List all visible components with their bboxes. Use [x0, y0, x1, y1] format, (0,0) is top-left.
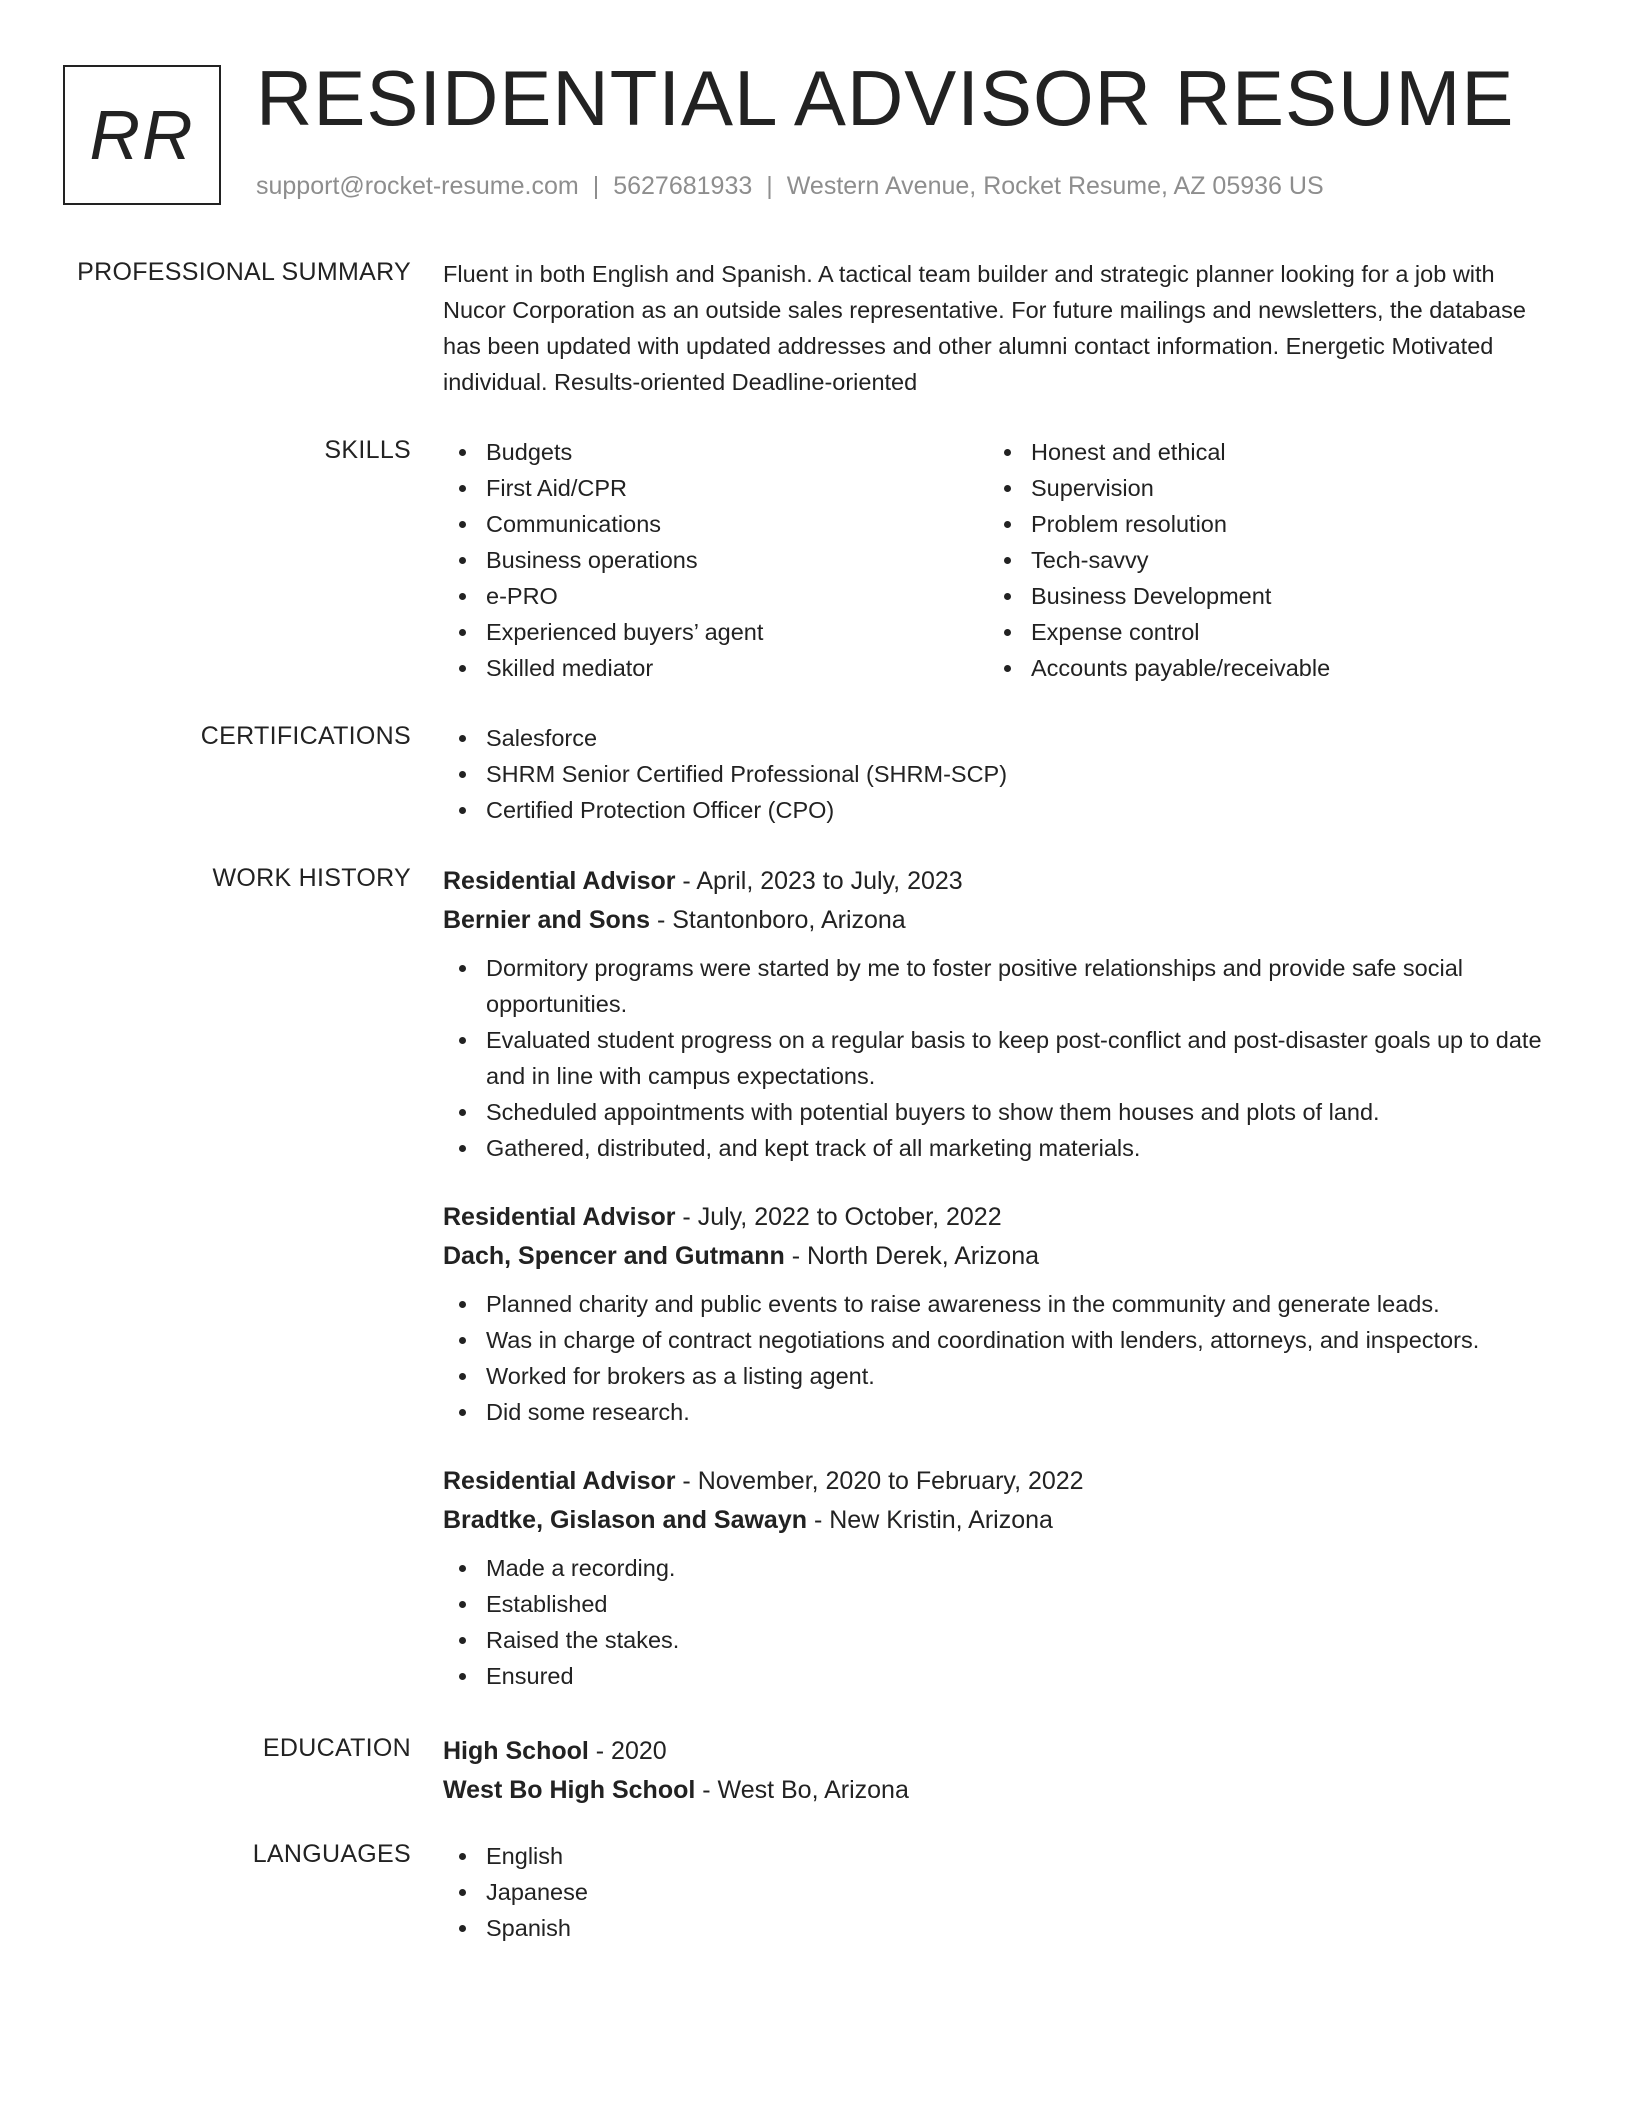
job-bullet: Gathered, distributed, and kept track of all marketing materials.	[443, 1130, 1563, 1166]
monogram-text: RR	[89, 96, 195, 174]
education-degree: High School	[443, 1737, 589, 1765]
skills-list-left	[443, 434, 988, 686]
section-body	[443, 434, 1563, 686]
resume-sections	[0, 256, 1632, 1980]
section-professional-summary	[0, 256, 1632, 400]
job-title-line	[443, 1198, 1563, 1237]
job-company: Bradtke, Gislason and Sawayn	[443, 1506, 808, 1534]
certification-item: Certified Protection Officer (CPO)	[443, 792, 1563, 828]
contact-address: Western Avenue, Rocket Resume, AZ 05936 US	[786, 172, 1324, 200]
job-bullets	[443, 1286, 1563, 1430]
job-dates: - April, 2023 to July, 2023	[675, 867, 963, 895]
job-entry	[443, 1198, 1563, 1430]
job-dates: - November, 2020 to February, 2022	[675, 1467, 1084, 1495]
skill-item: Honest and ethical	[988, 434, 1533, 470]
job-bullet: Ensured	[443, 1658, 1563, 1694]
job-bullets	[443, 950, 1563, 1166]
section-label: EDUCATION	[262, 1734, 411, 1762]
job-entry	[443, 862, 1563, 1166]
section-certifications	[0, 720, 1632, 828]
job-bullet: Dormitory programs were started by me to foster positive relationships and provide safe social opportunities.	[443, 950, 1563, 1022]
skill-item: Budgets	[443, 434, 988, 470]
section-body	[443, 256, 1563, 400]
job-location: - Stantonboro, Arizona	[650, 906, 906, 934]
job-title-line	[443, 1462, 1563, 1501]
section-languages	[0, 1838, 1632, 1946]
certifications-list	[443, 720, 1563, 828]
skill-item: Communications	[443, 506, 988, 542]
job-company: Bernier and Sons	[443, 906, 650, 934]
contact-email: support@rocket-resume.com	[256, 172, 579, 200]
job-bullet: Established	[443, 1586, 1563, 1622]
section-label: CERTIFICATIONS	[200, 722, 411, 750]
contact-line	[256, 172, 1324, 201]
job-bullets	[443, 1550, 1563, 1694]
job-bullet: Made a recording.	[443, 1550, 1563, 1586]
job-title: Residential Advisor	[443, 1467, 676, 1495]
language-item: English	[443, 1838, 1563, 1874]
summary-text: Fluent in both English and Spanish. A tactical team builder and strategic planner looking for a job with Nucor Corporation as an outside sales representative. For future mailings and newsletters, the database has been updated with updated addresses and other alumni contact information. Energetic Motivated individual. Results-oriented Deadline-oriented	[443, 261, 1526, 395]
section-label: PROFESSIONAL SUMMARY	[77, 258, 411, 286]
contact-separator: |	[766, 172, 773, 200]
skill-item: Business Development	[988, 578, 1533, 614]
section-body	[443, 1838, 1563, 1946]
language-item: Spanish	[443, 1910, 1563, 1946]
section-label: SKILLS	[324, 436, 411, 464]
job-title: Residential Advisor	[443, 867, 676, 895]
education-school: West Bo High School	[443, 1776, 696, 1804]
job-bullet: Worked for brokers as a listing agent.	[443, 1358, 1563, 1394]
section-body	[443, 862, 1563, 1726]
education-degree-line	[443, 1732, 1563, 1771]
job-bullet: Evaluated student progress on a regular basis to keep post-conflict and post-disaster goals up to date and in line with campus expectations.	[443, 1022, 1563, 1094]
job-location: - New Kristin, Arizona	[807, 1506, 1053, 1534]
skill-item: Tech-savvy	[988, 542, 1533, 578]
contact-phone: 5627681933	[613, 172, 753, 200]
job-title-line	[443, 862, 1563, 901]
skill-item: e-PRO	[443, 578, 988, 614]
contact-separator: |	[592, 172, 600, 200]
job-company-line	[443, 1237, 1563, 1276]
resume-title: RESIDENTIAL ADVISOR RESUME	[256, 54, 1515, 142]
job-bullet: Planned charity and public events to raise awareness in the community and generate leads.	[443, 1286, 1563, 1322]
skill-item: Supervision	[988, 470, 1533, 506]
language-item: Japanese	[443, 1874, 1563, 1910]
monogram-logo	[63, 65, 221, 205]
skill-item: Accounts payable/receivable	[988, 650, 1533, 686]
skill-item: Business operations	[443, 542, 988, 578]
education-location: - West Bo, Arizona	[695, 1776, 909, 1804]
section-education	[0, 1732, 1632, 1810]
section-body	[443, 1732, 1563, 1810]
job-bullet: Did some research.	[443, 1394, 1563, 1430]
skill-item: Problem resolution	[988, 506, 1533, 542]
section-skills	[0, 434, 1632, 686]
section-label: LANGUAGES	[252, 1840, 411, 1868]
job-company-line	[443, 901, 1563, 940]
job-location: - North Derek, Arizona	[784, 1242, 1040, 1270]
skills-list-right	[988, 434, 1533, 686]
skill-item: First Aid/CPR	[443, 470, 988, 506]
job-company-line	[443, 1501, 1563, 1540]
skill-item: Experienced buyers’ agent	[443, 614, 988, 650]
skill-item: Skilled mediator	[443, 650, 988, 686]
job-bullet: Was in charge of contract negotiations and coordination with lenders, attorneys, and inspectors.	[443, 1322, 1563, 1358]
education-school-line	[443, 1771, 1563, 1810]
skills-columns	[443, 434, 1563, 686]
job-bullet: Raised the stakes.	[443, 1622, 1563, 1658]
section-body	[443, 720, 1563, 828]
certification-item: Salesforce	[443, 720, 1563, 756]
certification-item: SHRM Senior Certified Professional (SHRM-SCP)	[443, 756, 1563, 792]
section-work-history	[0, 862, 1632, 1726]
section-label: WORK HISTORY	[212, 864, 411, 892]
job-entry	[443, 1462, 1563, 1694]
job-dates: - July, 2022 to October, 2022	[675, 1203, 1002, 1231]
job-title: Residential Advisor	[443, 1203, 676, 1231]
job-bullet: Scheduled appointments with potential buyers to show them houses and plots of land.	[443, 1094, 1563, 1130]
job-company: Dach, Spencer and Gutmann	[443, 1242, 785, 1270]
skill-item: Expense control	[988, 614, 1533, 650]
education-year: - 2020	[588, 1737, 667, 1765]
languages-list	[443, 1838, 1563, 1946]
